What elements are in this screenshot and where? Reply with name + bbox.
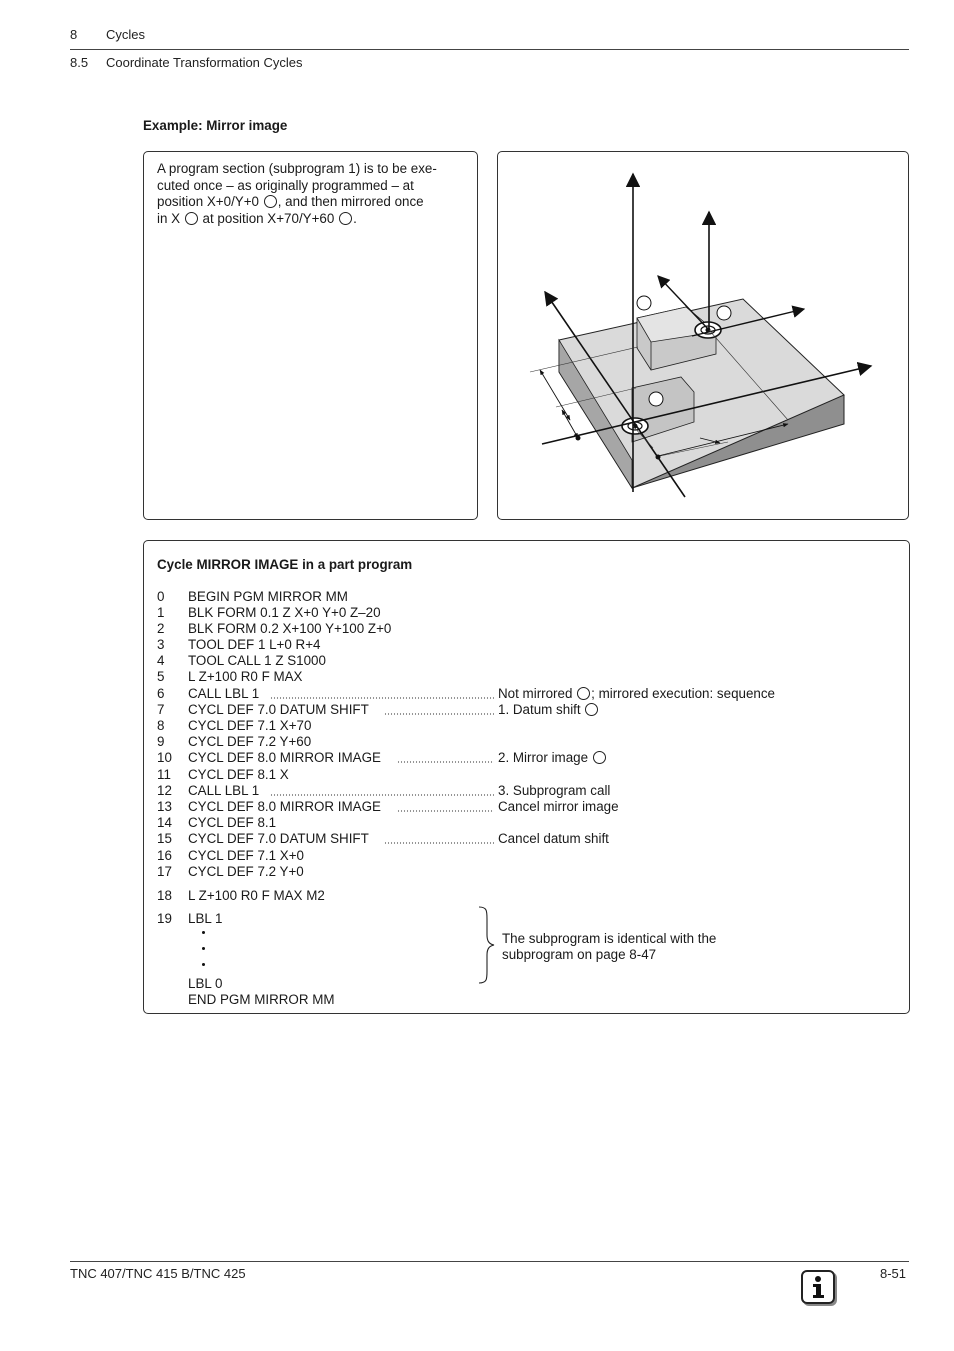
line-code: TOOL DEF 1 L+0 R+4	[188, 637, 321, 652]
line-code: L Z+100 R0 F MAX	[188, 669, 303, 684]
marker-circle-icon	[185, 212, 198, 225]
line-number: 11	[157, 767, 171, 782]
ellipsis-dot	[202, 963, 205, 966]
line-code: CYCL DEF 8.1 X	[188, 767, 289, 782]
program-line	[157, 831, 897, 847]
comment-text: Not mirrored	[498, 686, 573, 701]
line-code: CYCL DEF 8.0 MIRROR IMAGE	[188, 750, 381, 765]
info-icon	[801, 1270, 835, 1304]
line-code: LBL 0	[188, 976, 223, 991]
line-number: 18	[157, 888, 172, 903]
comment-text: 2. Mirror image	[498, 750, 589, 765]
line-code: CYCL DEF 7.1 X+0	[188, 848, 304, 863]
ellipsis-dot	[202, 931, 205, 934]
line-number: 17	[157, 864, 172, 879]
line-code: CYCL DEF 7.1 X+70	[188, 718, 312, 733]
line-number: 7	[157, 702, 165, 717]
step-marker-1	[637, 296, 651, 310]
brace-note-line-1: The subprogram is identical with the	[502, 931, 717, 946]
line-number: 1	[157, 605, 165, 620]
line-comment: 3. Subprogram call	[498, 783, 611, 798]
intro-line-4a: in X	[157, 210, 181, 226]
leader-dots	[384, 841, 494, 845]
intro-line-3	[157, 194, 472, 211]
line-code: BLK FORM 0.2 X+100 Y+100 Z+0	[188, 621, 392, 636]
line-number: 2	[157, 621, 165, 636]
footer-page-number: 8-51	[880, 1266, 907, 1281]
footer-model: TNC 407/TNC 415 B/TNC 425	[70, 1266, 246, 1281]
leader-dots	[270, 696, 494, 700]
line-code: TOOL CALL 1 Z S1000	[188, 653, 326, 668]
illustration-box	[497, 151, 909, 520]
intro-line-2: cuted once – as originally programmed – at	[157, 177, 414, 193]
intro-line-4c: .	[353, 210, 357, 226]
line-number: 10	[157, 750, 172, 765]
line-code: CALL LBL 1	[188, 686, 260, 701]
marker-circle-icon	[593, 751, 606, 764]
marker-circle-icon	[264, 195, 277, 208]
line-number: 16	[157, 848, 172, 863]
line-number: 14	[157, 815, 172, 830]
line-code: CYCL DEF 7.0 DATUM SHIFT	[188, 831, 369, 846]
program-line	[157, 702, 897, 718]
brace-note-line-2: subprogram on page 8-47	[502, 947, 657, 962]
line-number: 5	[157, 669, 165, 684]
line-code: END PGM MIRROR MM	[188, 992, 335, 1007]
program-line	[157, 799, 897, 815]
chapter-number: 8	[70, 27, 78, 42]
intro-line-4b: at position X+70/Y+60	[202, 210, 335, 226]
program-title: Cycle MIRROR IMAGE in a part program	[157, 557, 413, 572]
line-comment	[498, 750, 607, 766]
intro-line-1: A program section (subprogram 1) is to be exe-	[157, 161, 437, 176]
intro-text	[157, 161, 472, 227]
program-line	[157, 686, 897, 702]
ellipsis-dot	[202, 947, 205, 950]
line-code: BEGIN PGM MIRROR MM	[188, 589, 348, 604]
example-title: Example: Mirror image	[143, 118, 288, 133]
line-number: 3	[157, 637, 165, 652]
line-number: 13	[157, 799, 172, 814]
line-comment: Cancel mirror image	[498, 799, 619, 814]
line-comment	[498, 702, 599, 718]
leader-dots	[397, 809, 494, 813]
line-number: 12	[157, 783, 172, 798]
line-code: CYCL DEF 8.1	[188, 815, 277, 830]
section-title: Coordinate Transformation Cycles	[106, 55, 303, 70]
line-comment: Cancel datum shift	[498, 831, 609, 846]
program-line	[157, 750, 897, 766]
line-number: 19	[157, 911, 172, 926]
step-marker-3	[649, 392, 663, 406]
line-code: CYCL DEF 8.0 MIRROR IMAGE	[188, 799, 381, 814]
program-box	[143, 540, 910, 1014]
line-number: 0	[157, 589, 165, 604]
line-code: CYCL DEF 7.0 DATUM SHIFT	[188, 702, 369, 717]
marker-circle-icon	[339, 212, 352, 225]
section-number: 8.5	[70, 55, 89, 70]
step-marker-2	[717, 306, 731, 320]
program-line	[157, 783, 897, 799]
intro-line-3a: position X+0/Y+0	[157, 194, 259, 209]
leader-dots	[270, 793, 494, 797]
intro-line-4	[157, 211, 472, 228]
line-code: LBL 1	[188, 911, 223, 926]
line-code: CALL LBL 1	[188, 783, 260, 798]
leader-dots	[384, 712, 494, 716]
line-number: 4	[157, 653, 165, 668]
line-number: 15	[157, 831, 172, 846]
line-code: CYCL DEF 7.2 Y+0	[188, 864, 304, 879]
dimension-y-small	[562, 410, 578, 438]
mirror-image-illustration	[498, 152, 908, 519]
leader-dots	[397, 760, 494, 764]
line-number: 9	[157, 734, 165, 749]
comment-text: 1. Datum shift	[498, 702, 581, 717]
line-code: BLK FORM 0.1 Z X+0 Y+0 Z–20	[188, 605, 381, 620]
line-number: 6	[157, 686, 165, 701]
intro-box	[143, 151, 478, 520]
intro-line-3b: , and then mirrored once	[277, 194, 424, 209]
curly-brace-icon	[475, 905, 497, 985]
line-number: 8	[157, 718, 165, 733]
marker-circle-icon	[577, 687, 590, 700]
marker-circle-icon	[585, 703, 598, 716]
line-code: CYCL DEF 7.2 Y+60	[188, 734, 312, 749]
footer-rule	[70, 1261, 909, 1262]
header-rule	[70, 49, 909, 50]
program-listing	[157, 589, 897, 1009]
chapter-title: Cycles	[106, 27, 146, 42]
line-comment	[498, 686, 775, 702]
comment-text-2: ; mirrored execution: sequence	[591, 686, 776, 701]
line-code: L Z+100 R0 F MAX M2	[188, 888, 325, 903]
